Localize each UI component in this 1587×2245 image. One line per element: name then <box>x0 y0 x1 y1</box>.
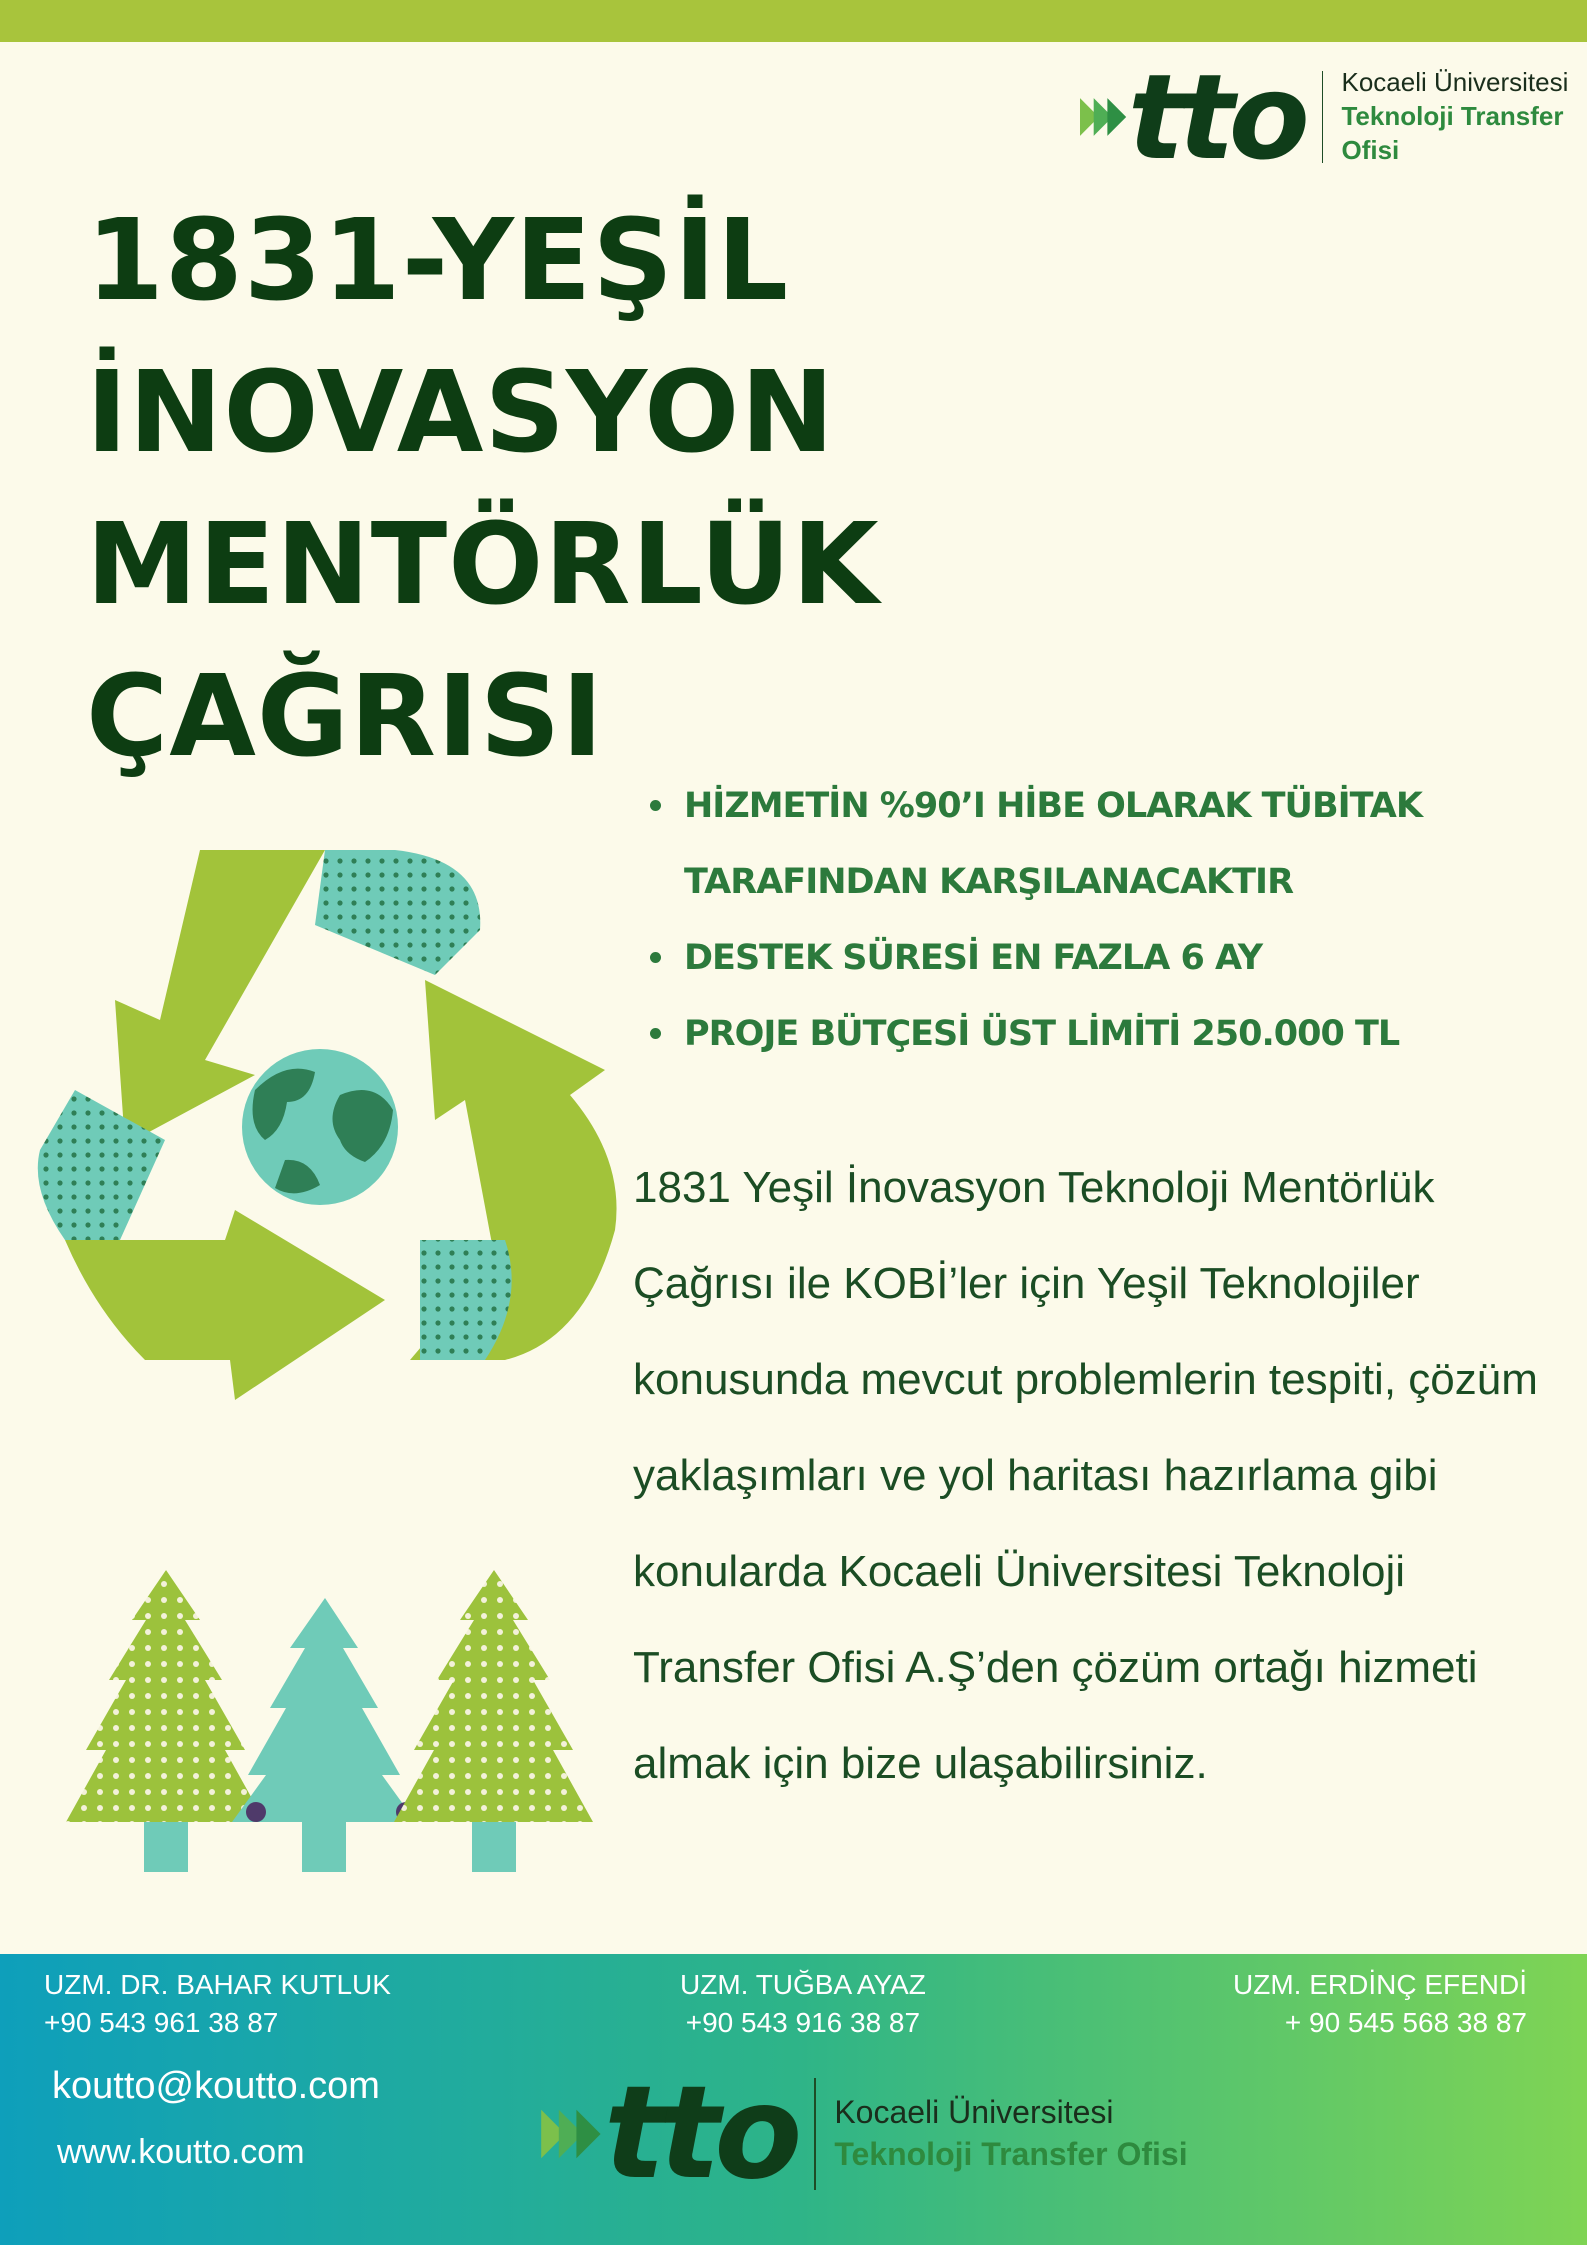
contact-phone[interactable]: +90 543 961 38 87 <box>44 2007 279 2038</box>
logo-divider <box>814 2078 816 2190</box>
logo-line1: Kocaeli Üniversitesi <box>1341 67 1569 98</box>
pine-trees-icon <box>60 1560 600 1880</box>
logo-text <box>1341 66 1587 167</box>
highlight-item: PROJE BÜTÇESİ ÜST LİMİTİ 250.000 TL <box>650 996 1570 1072</box>
logo-text <box>834 2092 1187 2175</box>
logo-line2: Teknoloji Transfer Ofisi <box>1341 101 1564 165</box>
logo-divider <box>1322 71 1324 163</box>
contact-name: UZM. DR. BAHAR KUTLUK <box>44 1969 391 2000</box>
tto-logo-header <box>1080 48 1587 186</box>
title-line: ÇAĞRISI <box>86 652 605 782</box>
page-title <box>86 185 1086 793</box>
logo-line1: Kocaeli Üniversitesi <box>834 2094 1114 2131</box>
email-link[interactable]: koutto@koutto.com <box>52 2065 380 2107</box>
arrow-chevrons-icon <box>540 2101 604 2167</box>
logo-mark: tto <box>604 2059 797 2208</box>
title-line: İNOVASYON <box>86 348 836 478</box>
contact-card <box>1233 1966 1527 2042</box>
contact-phone[interactable]: +90 543 916 38 87 <box>685 2007 921 2038</box>
highlight-item: DESTEK SÜRESİ EN FAZLA 6 AY <box>650 920 1570 996</box>
arrow-chevrons-icon <box>1080 87 1128 147</box>
description-paragraph: 1831 Yeşil İnovasyon Teknoloji Mentörlük Çağrısı ile KOBİ’ler için Yeşil Teknolojiler konusunda mevcut problemlerin tespiti, çözüm yaklaşımları ve yol haritası hazırlama gibi konularda Kocaeli Üniversitesi Teknoloji Transfer Ofisi A.Ş’den çözüm ortağı hizmeti almak için bize ulaşabilirsiniz. <box>633 1163 1538 1788</box>
website-link[interactable]: www.koutto.com <box>57 2133 305 2171</box>
title-line: MENTÖRLÜK <box>86 500 880 630</box>
recycle-globe-icon <box>25 840 625 1420</box>
title-line: 1831-YEŞİL <box>86 196 790 326</box>
highlight-item: HİZMETİN %90’I HİBE OLARAK TÜBİTAK TARAFINDAN KARŞILANACAKTIR <box>650 768 1444 920</box>
contact-phone[interactable]: + 90 545 568 38 87 <box>1284 2007 1527 2038</box>
logo-line2: Teknoloji Transfer Ofisi <box>834 2136 1188 2172</box>
contact-name: UZM. TUĞBA AYAZ <box>680 1969 926 2000</box>
contact-name: UZM. ERDİNÇ EFENDİ <box>1233 1969 1527 2000</box>
logo-mark: tto <box>1127 48 1304 186</box>
tto-logo-footer <box>540 2059 1188 2208</box>
contact-card <box>680 1966 926 2042</box>
highlights-list <box>650 768 1570 1072</box>
contact-card <box>44 1966 391 2042</box>
top-accent-bar <box>0 0 1587 42</box>
